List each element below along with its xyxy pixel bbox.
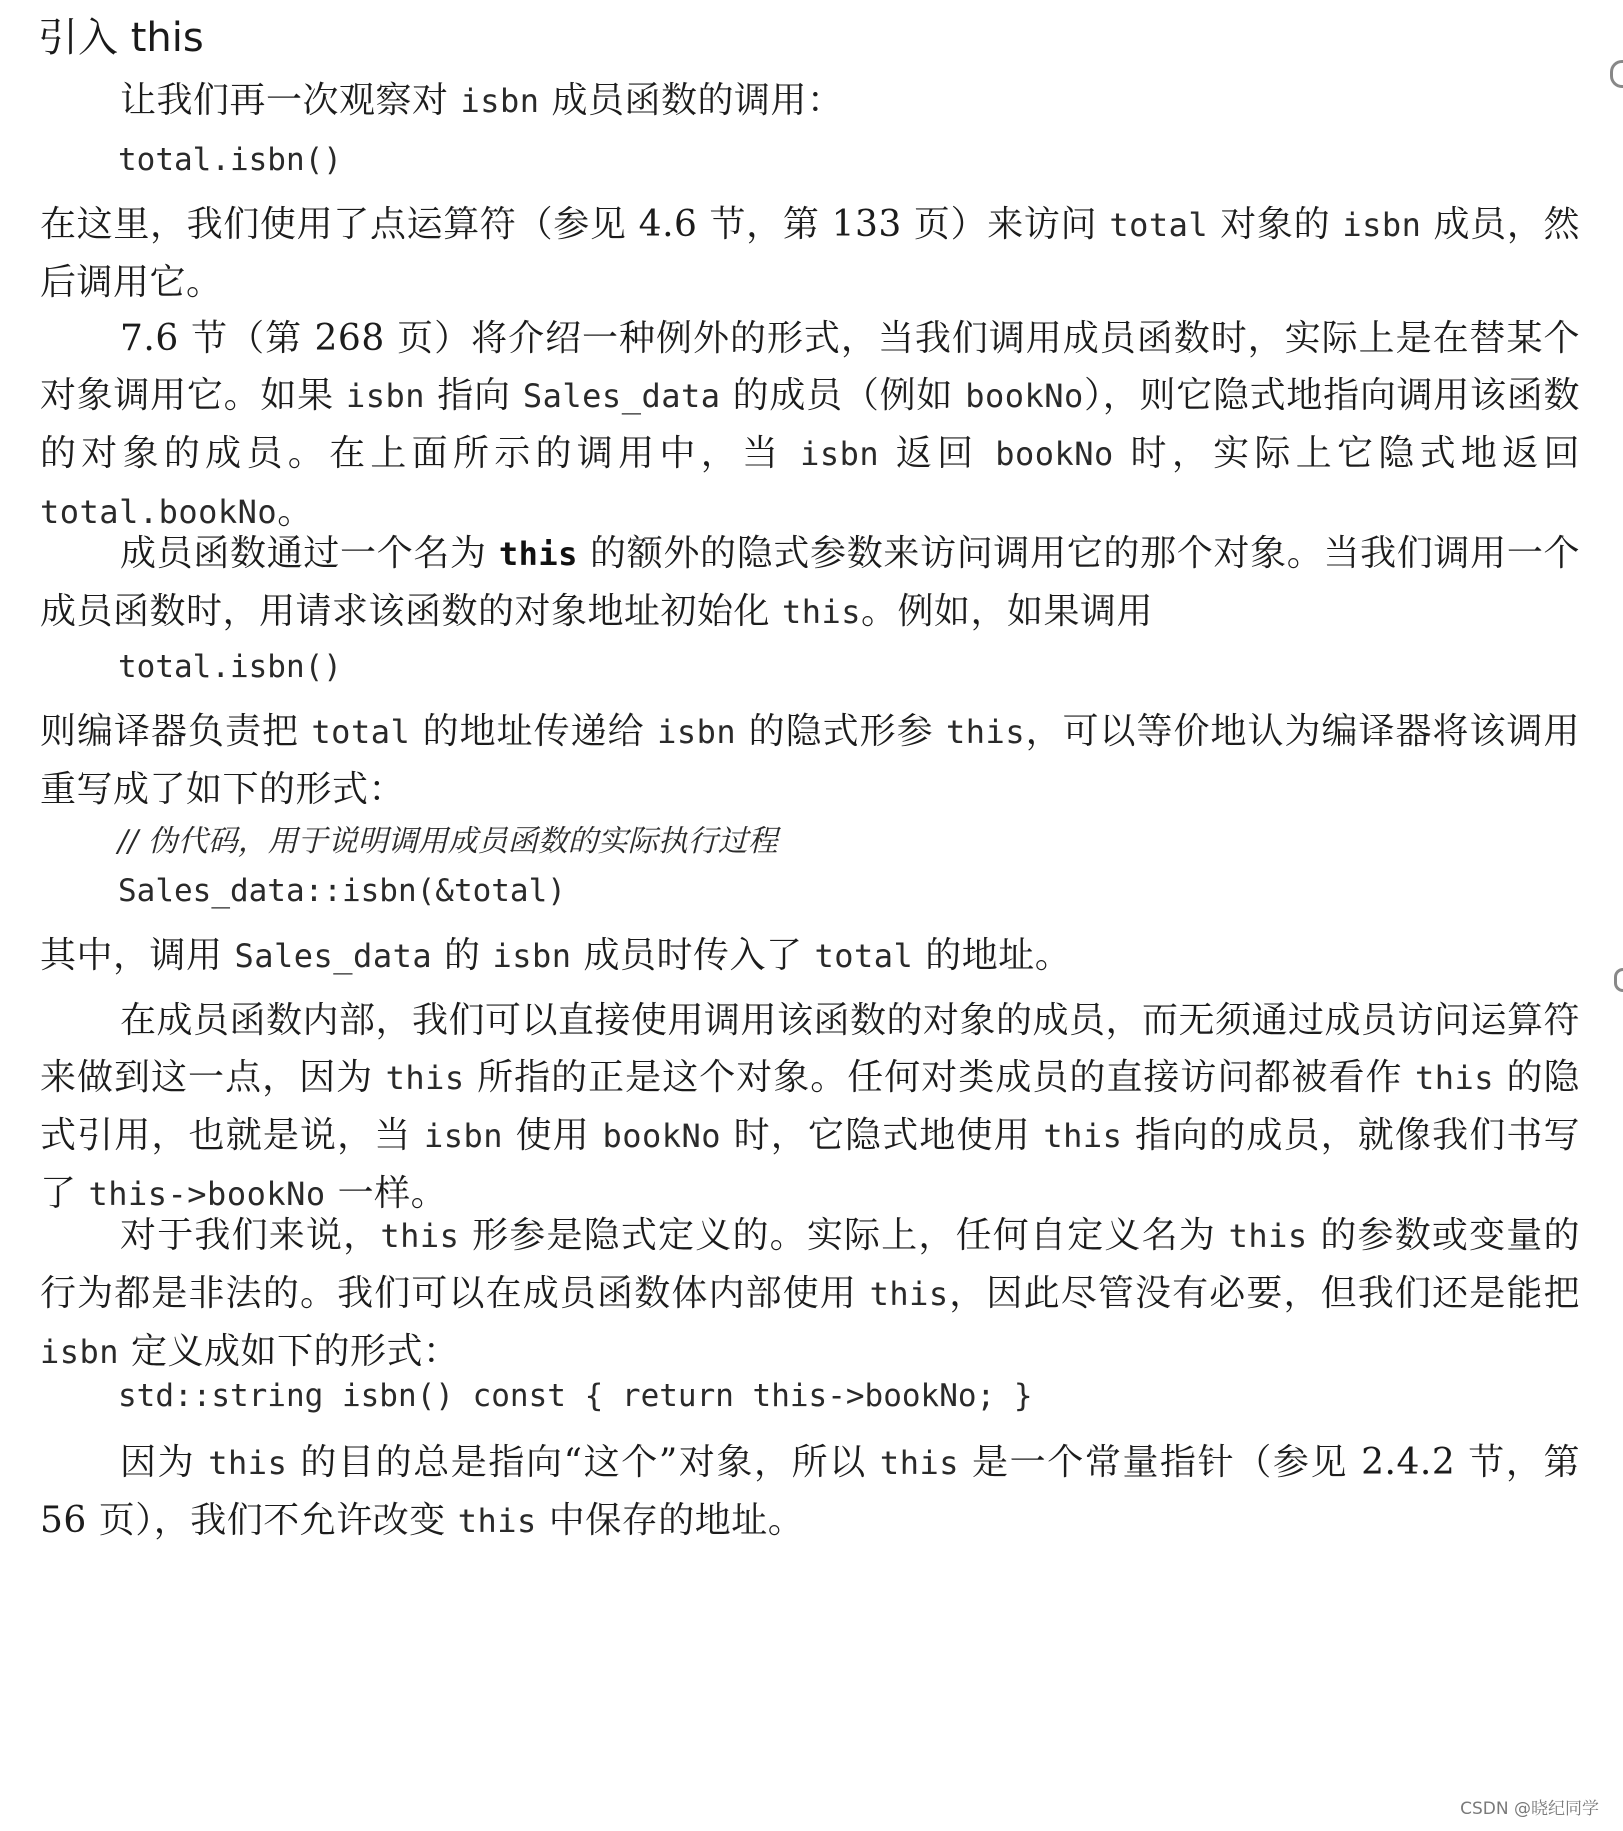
page-edge-mark <box>1614 968 1623 992</box>
paragraph-direct-access: 在成员函数内部，我们可以直接使用调用该函数的对象的成员，而无须通过成员访问运算符来做到这一点，因为 this 所指的正是这个对象。任何对类成员的直接访问都被看作 this 的隐式引用，也就是说，当 isbn 使用 bookNo 时，它隐式地使用 this 指向的成员，就像我们书写了 this->bookNo 一样。 <box>40 1000 1581 1214</box>
inline-code: isbn <box>40 1333 120 1371</box>
inline-code: this <box>380 1217 460 1255</box>
inline-code: total.bookNo <box>40 493 278 531</box>
inline-code: isbn <box>460 82 540 120</box>
code-comment-pseudocode: // 伪代码，用于说明调用成员函数的实际执行过程 <box>118 824 778 859</box>
inline-code-bold: this <box>498 535 578 573</box>
inline-code: this <box>869 1275 949 1313</box>
paragraph-implicit-definition: 对于我们来说，this 形参是隐式定义的。实际上，任何自定义名为 this 的参数或变量的行为都是非法的。我们可以在成员函数体内部使用 this，因此尽管没有必要，但我们还是能把 isbn 定义成如下的形式： <box>40 1215 1580 1372</box>
inline-code: this <box>879 1444 959 1482</box>
inline-code: total <box>1109 206 1209 244</box>
inline-code: Sales_data <box>234 937 433 975</box>
paragraph-passing-address: 其中，调用 Sales_data 的 isbn 成员时传入了 total 的地址。 <box>40 935 1072 976</box>
inline-code: isbn <box>657 713 737 751</box>
inline-code: isbn <box>492 937 572 975</box>
inline-code: isbn <box>423 1117 504 1155</box>
paragraph-this-parameter: 成员函数通过一个名为 this 的额外的隐式参数来访问调用它的那个对象。当我们调用一个成员函数时，用请求该函数的对象地址初始化 this。例如，如果调用 <box>40 533 1580 632</box>
paragraph-implicit-member: 7.6 节（第 268 页）将介绍一种例外的形式，当我们调用成员函数时，实际上是在替某个对象调用它。如果 isbn 指向 Sales_data 的成员（例如 bookNo），则它隐式地指向调用该函数的对象的成员。在上面所示的调用中，当 isbn 返回 bookNo 时，实际上它隐式地返回 total.bookNo。 <box>40 318 1580 532</box>
inline-code: bookNo <box>965 377 1084 415</box>
inline-code: bookNo <box>602 1117 722 1155</box>
inline-code: Sales_data <box>522 377 721 415</box>
inline-code: isbn <box>346 377 426 415</box>
inline-code: this <box>1228 1217 1308 1255</box>
watermark: CSDN @晓纪同学 <box>1460 1799 1599 1819</box>
inline-code: this <box>385 1059 465 1097</box>
inline-code: isbn <box>800 435 880 473</box>
paragraph-compiler-rewrite: 则编译器负责把 total 的地址传递给 isbn 的隐式形参 this，可以等价地认为编译器将该调用重写成了如下的形式： <box>40 711 1580 810</box>
inline-code: this <box>781 593 862 631</box>
inline-code: this <box>1414 1059 1495 1097</box>
paragraph-dot-operator: 在这里，我们使用了点运算符（参见 4.6 节，第 133 页）来访问 total 对象的 isbn 成员，然后调用它。 <box>40 204 1580 303</box>
paragraph-intro: 让我们再一次观察对 isbn 成员函数的调用： <box>120 80 844 121</box>
section-title: 引入 this <box>38 15 204 61</box>
inline-code: this <box>1043 1117 1123 1155</box>
inline-code: this <box>457 1502 537 1540</box>
code-isbn-definition: std::string isbn() const { return this->bookNo; } <box>118 1378 1033 1414</box>
inline-code: this->bookNo <box>88 1175 326 1213</box>
code-sales-data-isbn: Sales_data::isbn(&total) <box>118 873 566 909</box>
inline-code: bookNo <box>995 435 1114 473</box>
code-total-isbn-1: total.isbn() <box>118 142 342 178</box>
inline-code: total <box>814 937 914 975</box>
paragraph-const-pointer: 因为 this 的目的总是指向“这个”对象，所以 this 是一个常量指针（参见 2.4.2 节，第 56 页），我们不允许改变 this 中保存的地址。 <box>40 1442 1580 1541</box>
page-edge-mark <box>1610 60 1623 88</box>
inline-code: this <box>208 1444 288 1482</box>
code-total-isbn-2: total.isbn() <box>118 649 342 685</box>
inline-code: total <box>311 713 411 751</box>
inline-code: this <box>946 713 1026 751</box>
inline-code: isbn <box>1342 206 1422 244</box>
